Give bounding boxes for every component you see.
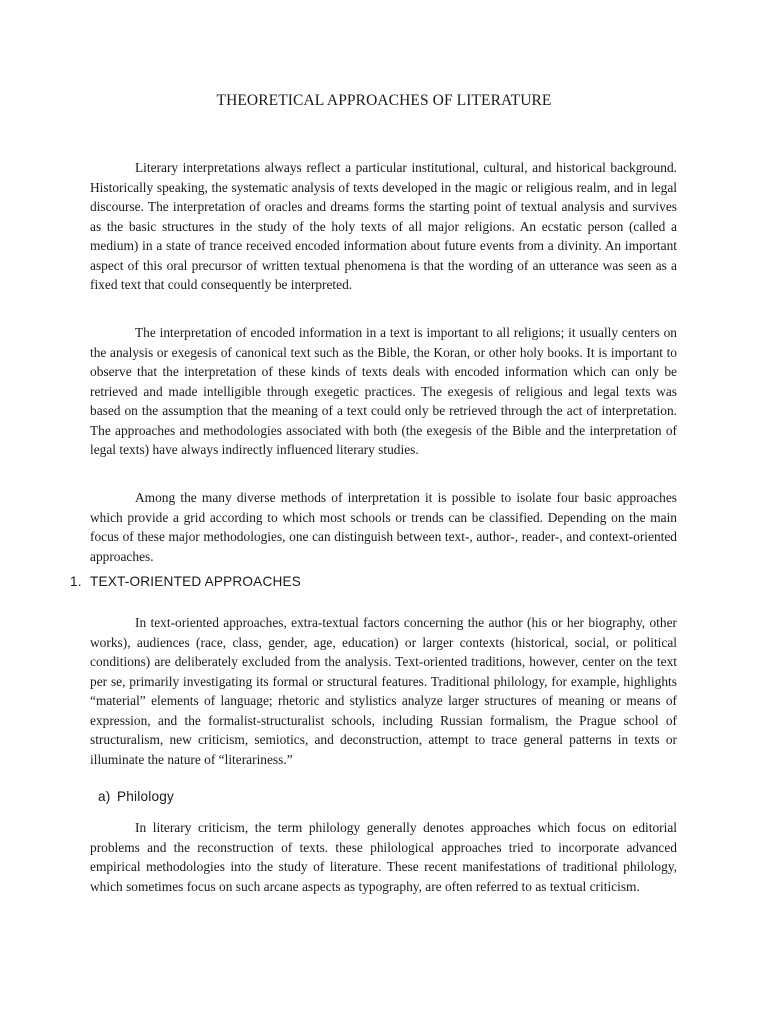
intro-paragraph-2: The interpretation of encoded information in a text is important to all religions; it usually centers on the analysis or exegesis of canonical text such as the Bible, the Koran, or other holy books. It is important to observe that the interpretation of these kinds of texts deals with encoded information which can only be retrieved and made intelligible through exegetic practices. The exegesis of religious and legal texts was based on the assumption that the meaning of a text could only be retrieved through the act of interpretation. The approaches and methodologies associated with both (the exegesis of the Bible and the interpretation of legal texts) have always indirectly influenced literary studies. bbox=[90, 325, 677, 457]
subsection-heading-text: Philology bbox=[117, 789, 174, 804]
subsection-paragraph: In literary criticism, the term philology generally denotes approaches which focus on editorial problems and the reconstruction of texts. these philological approaches tried to incorporate advanced empirical methodologies into the study of literature. These recent manifestations of traditional philology, which sometimes focus on such arcane aspects as typography, are often referred to as textual criticism. bbox=[90, 820, 677, 894]
intro-paragraph-1: Literary interpretations always reflect a particular institutional, cultural, and historical background. Historically speaking, the systematic analysis of texts developed in the magic or religious realm, and in legal discourse. The interpretation of oracles and dreams forms the starting point of textual analysis and survives as the basic structures in the study of the holy texts of all major religions. An ecstatic person (called a medium) in a state of trance received encoded information about future events from a divinity. An important aspect of this oral precursor of written textual phenomena is that the wording of an utterance was seen as a fixed text that could consequently be interpreted. bbox=[90, 160, 677, 292]
section-heading-text: TEXT-ORIENTED APPROACHES bbox=[90, 574, 302, 589]
page-title: THEORETICAL APPROACHES OF LITERATURE bbox=[216, 92, 552, 109]
section-number: 1. bbox=[70, 574, 82, 589]
section-heading bbox=[70, 574, 301, 589]
section-paragraph: In text-oriented approaches, extra-textual factors concerning the author (his or her biography, other works), audiences (race, class, gender, age, education) or larger contexts (historical, social, or political conditions) are deliberately excluded from the analysis. Text-oriented traditions, however, center on the text per se, primarily investigating its formal or structural features. Traditional philology, for example, highlights “material” elements of language; rhetoric and stylistics analyze larger structures of meaning or means of expression, and the formalist-structuralist schools, including Russian formalism, the Prague school of structuralism, new criticism, semiotics, and deconstruction, attempt to trace general patterns in texts or illuminate the nature of “literariness.” bbox=[90, 615, 677, 767]
subsection-label: a) bbox=[98, 789, 111, 804]
subsection-heading bbox=[98, 789, 174, 804]
intro-paragraph-3: Among the many diverse methods of interpretation it is possible to isolate four basic approaches which provide a grid according to which most schools or trends can be classified. Depending on the main focus of these major methodologies, one can distinguish between text-, author-, reader-, and context-oriented approaches. bbox=[90, 490, 677, 564]
